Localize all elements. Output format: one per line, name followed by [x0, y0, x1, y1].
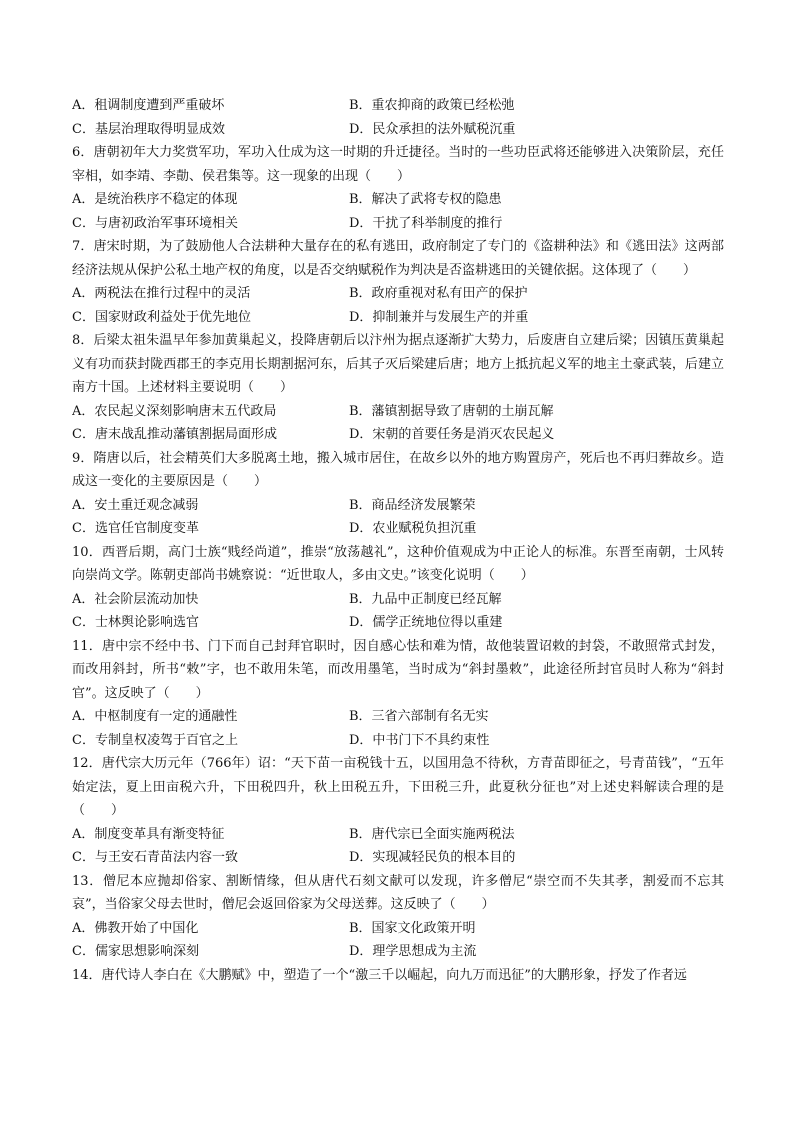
option-d: D．宋朝的首要任务是消灭农民起义	[349, 427, 555, 442]
option-c: C．国家财政利益处于优先地位	[72, 309, 251, 325]
option-d: D．干扰了科举制度的推行	[349, 215, 503, 231]
options-grid	[72, 823, 724, 870]
question-13	[72, 870, 724, 964]
question-stem: 7．唐宋时期，为了鼓励他人合法耕种大量存在的私有逃田，政府制定了专门的《盗耕种法》和《逃田法》这两部经济法规从保护公私土地产权的角度，以是否交纳赋税作为判决是否盗耕逃田的关键依据。这体现了（ ）	[72, 239, 724, 278]
option-b: B．解决了武将专权的隐患	[349, 192, 502, 207]
option-d: D．儒学正统地位得以重建	[349, 615, 503, 630]
option-d: D．理学思想成为主流	[349, 944, 477, 959]
option-c: C．基层治理取得明显成效	[72, 121, 225, 137]
options-grid	[72, 400, 724, 447]
option-d: D．抑制兼并与发展生产的并重	[349, 309, 529, 325]
option-d: D．中书门下不具约束性	[349, 732, 490, 748]
question-7	[72, 235, 724, 329]
question-stem: 6．唐朝初年大力奖赏军功，军功入仕成为这一时期的升迁捷径。当时的一些功臣武将还能够进入决策阶层，充任宰相，如李靖、李勣、侯君集等。这一现象的出现（ ）	[72, 145, 724, 184]
option-b: B．国家文化政策开明	[349, 920, 476, 936]
options-grid	[72, 282, 724, 329]
question-stem: 14．唐代诗人李白在《大鹏赋》中，塑造了一个“激三千以崛起，向九万而迅征”的大鹏形象，抒发了作者远	[72, 967, 687, 983]
option-c: C．与唐初政治军事环境相关	[72, 215, 238, 231]
option-d: D．民众承担的法外赋税沉重	[349, 121, 516, 137]
options-grid	[72, 494, 724, 541]
option-c: C．专制皇权凌驾于百官之上	[72, 732, 238, 748]
options-grid	[72, 917, 724, 964]
option-b: B．商品经济发展繁荣	[349, 497, 476, 513]
option-b: B．三省六部制有名无实	[349, 709, 489, 724]
question-stem: 8．后梁太祖朱温早年参加黄巢起义，投降唐朝后以汴州为据点逐渐扩大势力，后废唐自立建后梁；因镇压黄巢起义有功而获封陇西郡王的李克用长期割据河东，后其子灭后梁建后唐；地方上抵抗起义军的地主土豪武装，后建立南方十国。上述材料主要说明（ ）	[72, 333, 724, 395]
option-c: C．选官任官制度变革	[72, 521, 199, 536]
option-a: A．社会阶层流动加快	[72, 591, 199, 607]
option-d: D．实现减轻民负的根本目的	[349, 850, 516, 865]
options-grid	[72, 94, 724, 141]
option-a: A．佛教开始了中国化	[72, 920, 199, 936]
question-stem: 9．隋唐以后，社会精英们大多脱离土地，搬入城市居住，在故乡以外的地方购置房产，死后也不再归葬故乡。造成这一变化的主要原因是（ ）	[72, 450, 724, 489]
question-8	[72, 329, 724, 447]
option-b: B．九品中正制度已经瓦解	[349, 591, 502, 607]
option-a: A．中枢制度有一定的通融性	[72, 709, 238, 724]
question-9	[72, 447, 724, 541]
question-10	[72, 541, 724, 635]
question-stem: 11．唐中宗不经中书、门下而自己封拜官职时，因自感心怯和难为情，故他装置诏敕的封袋，不敢照常式封发，而改用斜封，所书“敕”字，也不敢用朱笔，而改用墨笔，当时成为“斜封墨敕”，此途径所封官员时人称为“斜封官”。这反映了（ ）	[72, 638, 724, 701]
option-c: C．与王安石青苗法内容一致	[72, 850, 238, 865]
question-14	[72, 964, 724, 988]
question-5-tail	[72, 94, 724, 141]
option-a: A．安土重迁观念减弱	[72, 497, 199, 513]
question-stem: 12．唐代宗大历元年（766年）诏：“天下苗一亩税钱十五，以国用急不待秋，方青苗即征之，号青苗钱”，“五年始定法，夏上田亩税六升，下田税四升，秋上田税五升，下田税三升，此夏秋分征也”对上述史料解读合理的是（ ）	[72, 756, 724, 818]
option-a: A．是统治秩序不稳定的体现	[72, 192, 238, 207]
question-6	[72, 141, 724, 235]
question-11	[72, 635, 724, 753]
exam-page	[72, 94, 724, 987]
question-12	[72, 752, 724, 870]
question-stem: 13．僧尼本应抛却俗家、割断情缘，但从唐代石刻文献可以发现，许多僧尼“崇空而不失其孝，割爱而不忘其哀”，当俗家父母去世时，僧尼会返回俗家为父母送葬。这反映了（ ）	[72, 873, 724, 912]
options-grid	[72, 705, 724, 752]
option-a: A．制度变革具有渐变特征	[72, 826, 225, 842]
question-stem: 10．西晋后期，高门士族“贱经尚道”，推崇“放荡越礼”，这种价值观成为中正论人的标准。东晋至南朝，士风转向崇尚文学。陈朝吏部尚书姚察说：“近世取人，多由文史。”该变化说明（ ）	[72, 544, 724, 583]
option-b: B．重农抑商的政策已经松弛	[349, 98, 515, 113]
options-grid	[72, 588, 724, 635]
option-c: C．唐末战乱推动藩镇割据局面形成	[72, 427, 277, 442]
options-grid	[72, 188, 724, 235]
option-a: A．农民起义深刻影响唐末五代政局	[72, 403, 277, 419]
option-a: A．租调制度遭到严重破坏	[72, 98, 225, 113]
option-b: B．唐代宗已全面实施两税法	[349, 826, 515, 842]
option-b: B．藩镇割据导致了唐朝的土崩瓦解	[349, 403, 554, 419]
option-b: B．政府重视对私有田产的保护	[349, 286, 528, 301]
option-c: C．儒家思想影响深刻	[72, 944, 199, 959]
option-d: D．农业赋税负担沉重	[349, 521, 477, 536]
option-a: A．两税法在推行过程中的灵活	[72, 286, 251, 301]
option-c: C．士林舆论影响选官	[72, 615, 199, 630]
